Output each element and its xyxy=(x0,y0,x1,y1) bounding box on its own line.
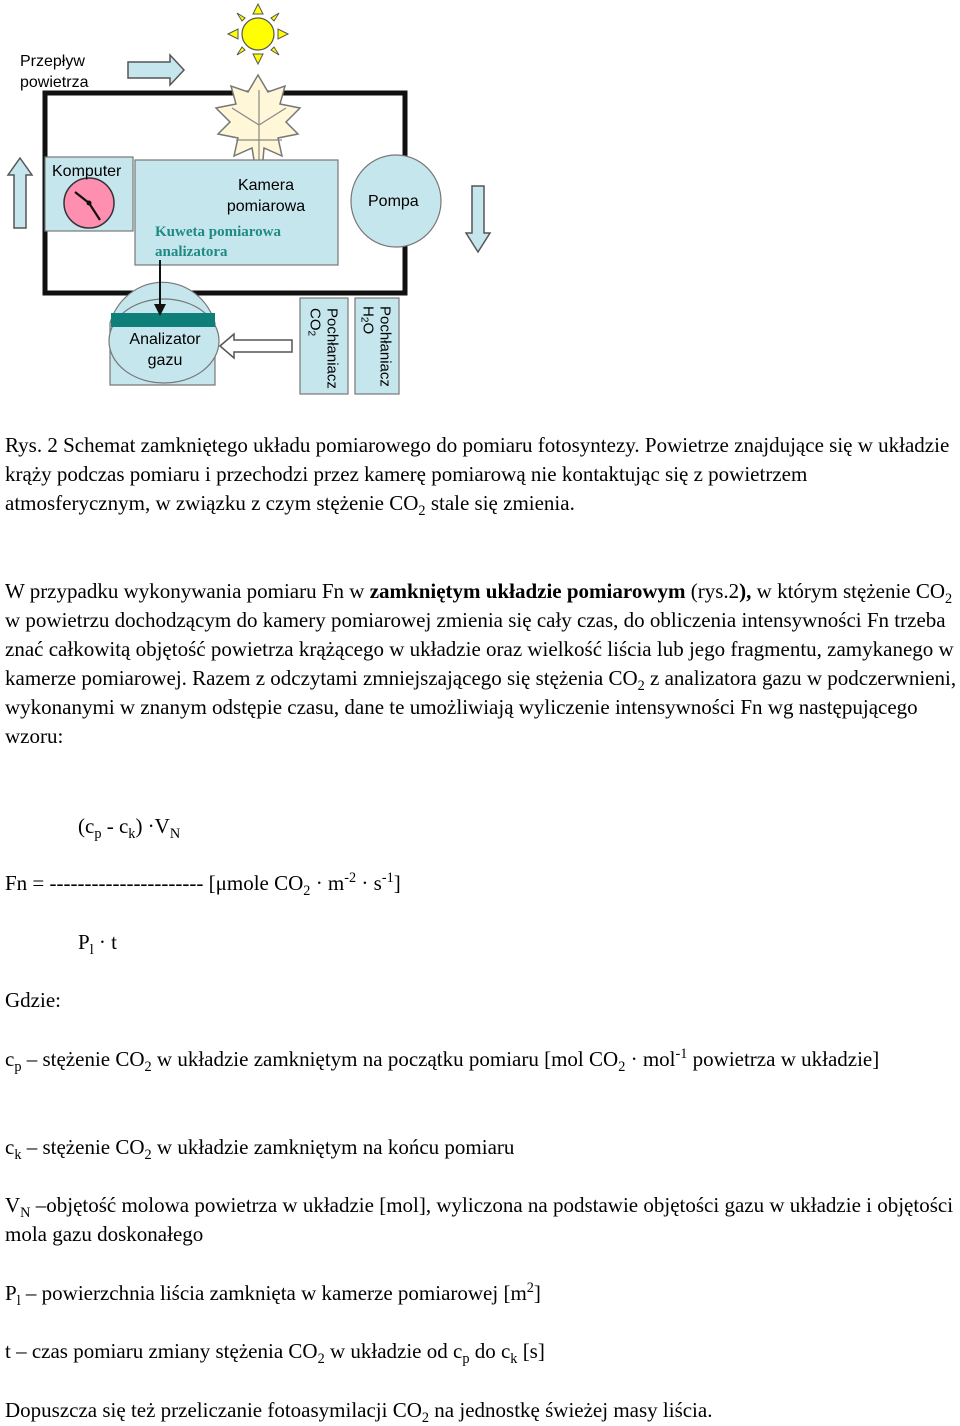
airflow-label xyxy=(20,52,88,94)
h2o-absorber-sub: 2 xyxy=(358,316,370,323)
closing-sentence xyxy=(5,1396,957,1425)
def-t-sub3: k xyxy=(510,1351,518,1368)
def-vn-a: –objętość molowa powietrza w układzie [mol], wyliczona na podstawie objętości gazu w układzie i objętości mola gazu doskonałego xyxy=(5,1193,954,1246)
def-cp-d: powietrza w układzie] xyxy=(687,1047,880,1071)
formula-num-sub3: N xyxy=(169,826,181,843)
analyzer-label xyxy=(124,330,206,372)
para-text-3: w którym stężenie CO xyxy=(751,579,946,603)
para-text-4: w powietrzu dochodzącym do kamery pomiarowej zmienia się cały czas, do obliczenia intensywności Fn trzeba znać całkowitą objętość powietrza krążącego w układzie oraz wielkość liścia lub jego fragmentu, zamykanego w kamerze pomiarowej. Razem z odczytami zmniejszającego się stężenia CO xyxy=(5,608,954,690)
down-arrow-right-icon xyxy=(466,186,490,252)
para-bold-2: ), xyxy=(739,579,752,603)
formula-numerator xyxy=(78,812,478,841)
airflow-label-line2: powietrza xyxy=(20,73,89,91)
def-t-sub: 2 xyxy=(317,1351,325,1368)
def-cp-symbol: c xyxy=(5,1047,15,1071)
para-text-2: (rys.2 xyxy=(685,579,740,603)
closing-b: na jednostkę świeżej masy liścia. xyxy=(429,1398,713,1422)
co2-absorber-line1: Pochłaniacz xyxy=(323,308,341,389)
formula-sup1: -2 xyxy=(344,870,357,886)
def-t-c: do c xyxy=(469,1339,511,1363)
def-cp-b: w układzie zamkniętym na początku pomiaru [mol CO xyxy=(151,1047,619,1071)
airflow-label-line1: Przepływ xyxy=(20,53,85,70)
para-sub-1: 2 xyxy=(945,591,953,608)
def-cp-c: · mol xyxy=(625,1047,676,1071)
def-pl-a: – powierzchnia liścia zamknięta w kamerze pomiarowej [m xyxy=(20,1281,527,1305)
h2o-absorber-label xyxy=(359,306,394,386)
camera-label-line1: Kamera xyxy=(237,177,295,194)
def-vn-symbol: V xyxy=(5,1193,21,1217)
camera-label-line2: pomiarowa xyxy=(226,197,306,215)
main-paragraph xyxy=(5,577,957,751)
para-sub-2: 2 xyxy=(637,678,645,695)
camera-label xyxy=(222,176,310,218)
def-pl-b: ] xyxy=(533,1281,541,1305)
def-ck-sub: 2 xyxy=(144,1147,152,1164)
def-ck-b: w układzie zamkniętym na końcu pomiaru xyxy=(151,1135,515,1159)
def-pl-symbol: P xyxy=(5,1281,17,1305)
def-t-sub2: p xyxy=(462,1351,470,1368)
up-arrow-icon xyxy=(8,158,32,228)
def-vn-symbol-sub: N xyxy=(20,1205,31,1222)
definition-t xyxy=(5,1337,957,1366)
analyzer-label-line2: gazu xyxy=(147,351,183,369)
h2o-absorber-line2-b: O xyxy=(359,322,377,335)
def-pl-sup: 2 xyxy=(526,1280,534,1296)
h2o-absorber-line2-a: H xyxy=(359,306,377,317)
cuvette-label-line2: analizatora xyxy=(155,243,228,260)
def-ck-a: – stężenie CO xyxy=(21,1135,145,1159)
def-ck-symbol-sub: k xyxy=(14,1147,22,1164)
measurement-system-diagram xyxy=(0,0,960,400)
cuvette-label xyxy=(155,223,281,262)
def-cp-a: – stężenie CO xyxy=(21,1047,145,1071)
def-t-a: t – czas pomiaru zmiany stężenia CO xyxy=(5,1339,318,1363)
pump-label: Pompa xyxy=(368,193,419,210)
figure-caption xyxy=(5,431,957,518)
def-t-d: [s] xyxy=(517,1339,545,1363)
para-text-1: W przypadku wykonywania pomiaru Fn w xyxy=(5,579,370,603)
formula-den-sub: l xyxy=(89,942,94,959)
formula-num-c: ) ·V xyxy=(135,814,170,838)
formula-den-b: · t xyxy=(93,930,117,954)
caption-text-b: stale się zmienia. xyxy=(425,491,575,515)
co2-absorber-sub: 2 xyxy=(305,330,317,337)
co2-absorber-label xyxy=(306,308,341,388)
definition-vn xyxy=(5,1191,957,1249)
cuvette-label-line1: Kuweta pomiarowa xyxy=(155,224,281,240)
formula-num-sub2: k xyxy=(128,826,136,843)
def-ck-symbol: c xyxy=(5,1135,15,1159)
formula-num-a: (c xyxy=(78,814,95,838)
closing-sub: 2 xyxy=(421,1410,430,1426)
computer-label: Komputer xyxy=(52,163,122,180)
formula-sup2: -1 xyxy=(381,870,394,886)
caption-sub: 2 xyxy=(418,503,426,520)
def-t-b: w układzie od c xyxy=(324,1339,463,1363)
para-text-5: z analizatora gazu w podczerwnieni, wykonanymi w znanym odstępie czasu, dane te umożliwiają wyliczenie intensywności Fn wg następującego wzoru: xyxy=(5,666,957,748)
airflow-arrow-icon xyxy=(128,55,184,85)
formula-lhs: Fn = ---------------------- [μmole CO xyxy=(5,871,304,895)
para-bold-1: zamkniętym układzie pomiarowym xyxy=(369,579,686,603)
formula-denominator xyxy=(78,928,278,957)
computer-dial-icon xyxy=(64,178,114,228)
def-cp-sub: 2 xyxy=(144,1059,152,1076)
formula-den-a: P xyxy=(78,930,90,954)
left-arrow-icon xyxy=(220,334,292,358)
definition-pl xyxy=(5,1279,957,1308)
formula-main-line xyxy=(5,869,957,898)
formula-num-sub1: p xyxy=(94,826,102,843)
formula-lhs-c: · s xyxy=(356,871,382,895)
formula-lhs-sub: 2 xyxy=(303,883,311,900)
analyzer-label-line1: Analizator xyxy=(129,331,201,348)
caption-text-a: Rys. 2 Schemat zamkniętego układu pomiarowego do pomiaru fotosyntezy. Powietrze znajdujące się w układzie krąży podczas pomiaru i przechodzi przez kamerę pomiarową nie kontaktując się z powietrzem atmosferycznym, w związku z czym stężenie CO xyxy=(5,433,950,515)
h2o-absorber-line1: Pochłaniacz xyxy=(376,306,394,387)
sun-icon xyxy=(228,4,288,64)
definition-cp xyxy=(5,1045,957,1074)
closing-a: Dopuszcza się też przeliczanie fotoasymilacji CO xyxy=(5,1398,422,1422)
def-pl-symbol-sub: l xyxy=(16,1293,21,1310)
definition-ck xyxy=(5,1133,957,1162)
formula-lhs-b: · m xyxy=(310,871,345,895)
def-cp-sub2: 2 xyxy=(618,1059,626,1076)
where-label: Gdzie: xyxy=(5,988,61,1012)
co2-absorber-line2: CO xyxy=(306,308,324,331)
formula-lhs-d: ] xyxy=(393,871,401,895)
def-cp-symbol-sub: p xyxy=(14,1059,22,1076)
def-cp-sup: -1 xyxy=(675,1046,688,1062)
formula-num-b: - c xyxy=(101,814,129,838)
